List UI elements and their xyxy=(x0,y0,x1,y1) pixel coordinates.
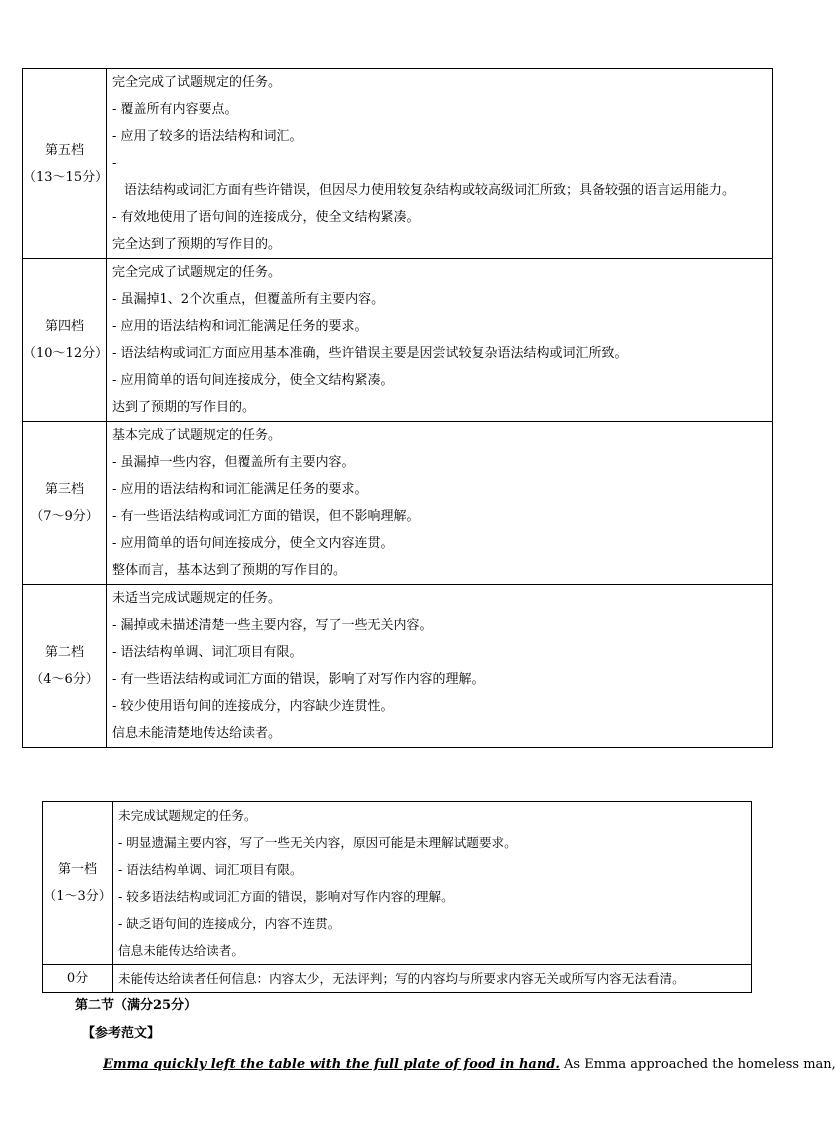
criteria-line: - 较少使用语句间的连接成分，内容缺少连贯性。 xyxy=(112,699,394,714)
table-row xyxy=(23,422,773,585)
scoring-table-upper xyxy=(22,68,773,748)
criteria-line: - 应用的语法结构和词汇能满足任务的要求。 xyxy=(112,319,368,334)
table-row xyxy=(23,585,773,748)
criteria-line: 整体而言，基本达到了预期的写作目的。 xyxy=(112,563,347,578)
table-row xyxy=(23,259,773,422)
criteria-line: - 有效地使用了语句间的连接成分，使全文结构紧凑。 xyxy=(112,210,420,225)
scoring-table-lower xyxy=(42,801,752,993)
criteria-line: - xyxy=(112,156,117,171)
level-cell xyxy=(23,422,107,585)
criteria-line: - 有一些语法结构或词汇方面的错误，但不影响理解。 xyxy=(112,509,420,524)
criteria-line: 达到了预期的写作目的。 xyxy=(112,400,256,415)
criteria-line: - 虽漏掉1、2个次重点，但覆盖所有主要内容。 xyxy=(112,292,385,307)
level-cell xyxy=(23,259,107,422)
criteria-cell xyxy=(113,802,752,965)
level-name: 第五档 xyxy=(44,142,84,158)
level-name: 第三档 xyxy=(44,482,84,497)
criteria-cell xyxy=(107,422,773,585)
criteria-line: - 较多语法结构或词汇方面的错误，影响对写作内容的理解。 xyxy=(118,889,454,904)
level-range: （1～3分） xyxy=(43,889,112,904)
criteria-line: - 应用简单的语句间连接成分，使全文结构紧凑。 xyxy=(112,373,394,388)
table-row xyxy=(43,802,752,965)
criteria-line: - 应用的语法结构和词汇能满足任务的要求。 xyxy=(112,482,368,497)
criteria-line: - 语法结构或词汇方面应用基本准确，些许错误主要是因尝试较复杂语法结构或词汇所致。 xyxy=(112,346,628,361)
level-range: （4～6分） xyxy=(30,672,99,687)
criteria-line: 完全完成了试题规定的任务。 xyxy=(112,75,282,90)
criteria-line: - 缺乏语句间的连接成分，内容不连贯。 xyxy=(118,916,341,931)
table-row xyxy=(23,69,773,259)
essay-text: As Emma approached the homeless man, xyxy=(559,1057,836,1072)
criteria-line: 未完成试题规定的任务。 xyxy=(118,808,257,823)
section-title: 第二节（满分25分） xyxy=(75,998,198,1013)
level-name: 第二档 xyxy=(44,645,84,660)
level-range: （10～12分） xyxy=(23,346,109,361)
table-row xyxy=(43,965,752,993)
criteria-line: 基本完成了试题规定的任务。 xyxy=(112,428,282,443)
criteria-cell xyxy=(107,585,773,748)
level-name: 0分 xyxy=(66,971,89,986)
criteria-line: - 覆盖所有内容要点。 xyxy=(112,102,238,117)
criteria-line: - 应用简单的语句间连接成分，使全文内容连贯。 xyxy=(112,536,394,551)
criteria-line: 完全完成了试题规定的任务。 xyxy=(112,265,282,280)
criteria-line: - 语法结构单调、词汇项目有限。 xyxy=(112,645,303,660)
essay-emphasis: Emma quickly left the table with the full plate of food in hand. xyxy=(103,1057,560,1072)
level-range: （7～9分） xyxy=(30,509,99,524)
criteria-line: 信息未能清楚地传达给读者。 xyxy=(112,726,282,741)
criteria-line: 未适当完成试题规定的任务。 xyxy=(112,591,282,606)
reference-label: 【参考范文】 xyxy=(82,1026,161,1041)
criteria-line: - 漏掉或未描述清楚一些主要内容，写了一些无关内容。 xyxy=(112,618,433,633)
criteria-line: - 语法结构单调、词汇项目有限。 xyxy=(118,862,303,877)
level-cell xyxy=(43,802,113,965)
criteria-cell xyxy=(107,259,773,422)
criteria-line: 未能传达给读者任何信息：内容太少，无法评判；写的内容均与所要求内容无关或所写内容无法看清。 xyxy=(118,971,685,986)
model-essay-first-line xyxy=(103,1055,836,1075)
criteria-cell xyxy=(107,69,773,259)
criteria-line: - 虽漏掉一些内容，但覆盖所有主要内容。 xyxy=(112,455,355,470)
level-cell xyxy=(43,965,113,993)
criteria-line: - 应用了较多的语法结构和词汇。 xyxy=(112,129,303,144)
level-range: （13～15分） xyxy=(23,169,109,185)
criteria-line: 语法结构或词汇方面有些许错误，但因尽力使用较复杂结构或较高级词汇所致；具备较强的语言运用能力。 xyxy=(124,183,736,198)
criteria-cell xyxy=(113,965,752,993)
criteria-line: 信息未能传达给读者。 xyxy=(118,943,244,958)
level-cell xyxy=(23,585,107,748)
level-cell xyxy=(23,69,107,259)
criteria-line: - 明显遗漏主要内容，写了一些无关内容，原因可能是未理解试题要求。 xyxy=(118,835,517,850)
criteria-line: 完全达到了预期的写作目的。 xyxy=(112,237,282,252)
criteria-line: - 有一些语法结构或词汇方面的错误，影响了对写作内容的理解。 xyxy=(112,672,485,687)
level-name: 第一档 xyxy=(57,862,97,877)
level-name: 第四档 xyxy=(44,319,84,334)
